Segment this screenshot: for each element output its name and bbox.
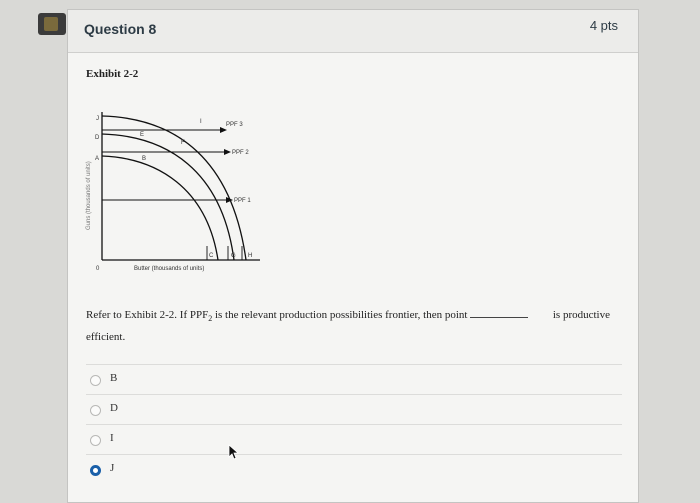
answer-label: I xyxy=(110,432,114,444)
ppf3-label: PPF 3 xyxy=(226,122,243,128)
answer-label: B xyxy=(110,372,118,384)
ppf3-curve xyxy=(102,116,246,260)
question-stem xyxy=(86,306,616,347)
point-label: D xyxy=(95,135,100,141)
point-label: J xyxy=(96,116,99,122)
question-title: Question 8 xyxy=(84,21,157,37)
answer-blank xyxy=(470,307,528,318)
point-label: I xyxy=(200,119,202,125)
point-label: E xyxy=(140,132,145,138)
answer-option[interactable] xyxy=(86,364,622,395)
ppf1-label: PPF 1 xyxy=(234,198,251,204)
stem-subscript: 2 xyxy=(208,314,213,324)
y-axis-label: Guns (thousands of units) xyxy=(86,161,92,230)
radio-button[interactable] xyxy=(90,405,101,416)
point-label: F xyxy=(181,140,185,146)
point-label: H xyxy=(248,253,253,259)
point-label: A xyxy=(95,156,100,162)
mouse-cursor-icon xyxy=(228,444,240,460)
stem-text-mid: is the relevant production possibilities frontier, then point xyxy=(212,309,468,321)
ppf2-label: PPF 2 xyxy=(232,150,249,156)
radio-button-selected[interactable] xyxy=(90,465,101,476)
point-label: C xyxy=(209,253,214,259)
answer-label: J xyxy=(110,462,115,474)
stem-text-line2: efficient. xyxy=(86,331,126,344)
point-label: G xyxy=(231,253,236,259)
point-label: B xyxy=(142,156,147,162)
answer-option[interactable] xyxy=(86,454,622,485)
answer-option[interactable] xyxy=(86,424,622,455)
question-header xyxy=(68,10,638,53)
answer-label: D xyxy=(110,402,118,414)
answer-option[interactable] xyxy=(86,394,622,425)
origin-label: 0 xyxy=(96,266,100,272)
ppf1-curve xyxy=(102,156,218,260)
flag-icon xyxy=(44,17,58,31)
exhibit-title: Exhibit 2-2 xyxy=(86,68,139,80)
radio-button[interactable] xyxy=(90,435,101,446)
stem-text-start: Refer to Exhibit 2-2. If PPF xyxy=(86,309,209,321)
question-points: 4 pts xyxy=(589,18,618,33)
radio-button[interactable] xyxy=(90,375,101,386)
stem-text-end: is productive xyxy=(552,309,610,321)
ppf-graph xyxy=(82,100,272,280)
x-axis-label: Butter (thousands of units) xyxy=(134,266,205,272)
